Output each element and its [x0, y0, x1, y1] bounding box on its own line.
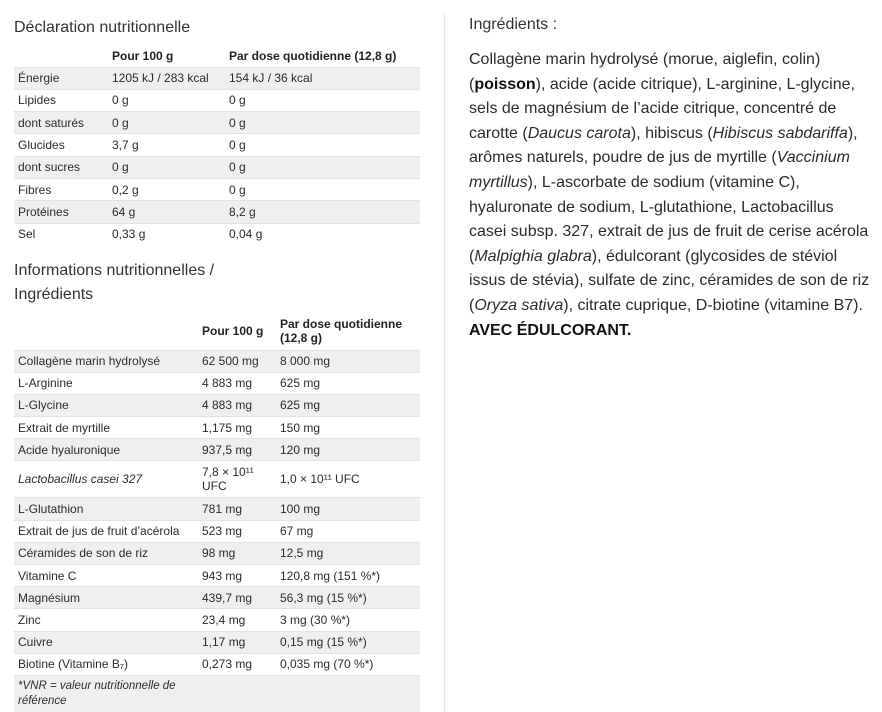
- value-per-dose: 8,2 g: [229, 204, 256, 219]
- nutrient-name: Magnésium: [18, 590, 81, 605]
- nutrient-name: L-Glycine: [18, 398, 69, 413]
- ingredients-text-segment: ), édulcorant (glycosides de stéviol issus de stévia), sulfate de zinc, céramides de son de riz (: [469, 247, 870, 314]
- nutrient-name: Extrait de myrtille: [18, 420, 111, 435]
- value-per-100g: 523 mg: [202, 524, 243, 539]
- table-row: [14, 178, 420, 200]
- nutrient-name: Collagène marin hydrolysé: [18, 354, 161, 369]
- value-per-100g: 0 g: [112, 93, 129, 108]
- nutrient-name: L-Glutathion: [18, 502, 84, 517]
- value-per-100g: 937,5 mg: [202, 442, 253, 457]
- table-row: [14, 156, 420, 178]
- table-row: [14, 565, 420, 587]
- table-row: [14, 498, 420, 520]
- header-cell: Par dose quotidienne (12,8 g): [280, 317, 403, 346]
- table-row: [14, 134, 420, 156]
- latin-name: Hibiscus sabdariffa: [712, 124, 848, 142]
- value-per-100g: 1205 kJ / 283 kcal: [112, 71, 209, 86]
- latin-name: Daucus carota: [527, 124, 631, 142]
- ingredients-title: Ingrédients :: [469, 16, 558, 33]
- column-divider: [444, 14, 445, 712]
- header-cell: Pour 100 g: [202, 324, 264, 339]
- value-per-dose: 0 g: [229, 160, 246, 175]
- nutrient-name: Biotine (Vitamine B₇): [18, 657, 128, 672]
- declaration-table: [14, 45, 420, 245]
- nutrient-name: Protéines: [18, 204, 69, 219]
- table-row: [14, 587, 420, 609]
- value-per-100g: 23,4 mg: [202, 612, 246, 627]
- nutrient-name: dont saturés: [18, 115, 85, 130]
- value-per-dose: 0,035 mg (70 %*): [280, 657, 374, 672]
- value-per-100g: 0,33 g: [112, 227, 146, 242]
- value-per-dose: 120,8 mg (151 %*): [280, 568, 381, 583]
- table-row: [14, 439, 420, 461]
- nutrient-name: Extrait de jus de fruit d’acérola: [18, 524, 180, 539]
- value-per-100g: 4 883 mg: [202, 376, 253, 391]
- nutrient-name: Vitamine C: [18, 568, 77, 583]
- value-per-dose: 0 g: [229, 138, 246, 153]
- allergen-highlight: poisson: [474, 75, 536, 93]
- value-per-dose: 0 g: [229, 182, 246, 197]
- table-row: [14, 542, 420, 564]
- table-row: [14, 89, 420, 111]
- value-per-dose: 0,15 mg (15 %*): [280, 635, 367, 650]
- value-per-dose: 12,5 mg: [280, 546, 324, 561]
- value-per-dose: 56,3 mg (15 %*): [280, 590, 367, 605]
- value-per-dose: 3 mg (30 %*): [280, 612, 351, 627]
- latin-name: Vaccinium myrtillus: [469, 149, 850, 191]
- header-cell: [14, 45, 108, 67]
- ingredients-text-segment: ), L-ascorbate de sodium (vitamine C), hyaluronate de sodium, L-glutathione, Lactobacillus casei subsp. 327, extrait de jus de fruit de cerise acérola (: [469, 173, 869, 265]
- value-per-dose: 1,0 × 10¹¹ UFC: [280, 472, 360, 487]
- table-row: [14, 520, 420, 542]
- ingredients-text-segment: ), arômes naturels, poudre de jus de myrtille (: [469, 124, 858, 167]
- table-row: [14, 417, 420, 439]
- value-per-100g: 439,7 mg: [202, 590, 253, 605]
- nutrient-name: Glucides: [18, 138, 65, 153]
- value-per-100g: 0 g: [112, 160, 129, 175]
- value-per-dose: 625 mg: [280, 376, 321, 391]
- footnote: *VNR = valeur nutritionnelle de référence: [18, 679, 176, 707]
- table-row: [14, 223, 420, 245]
- ingredients-text: [469, 48, 874, 343]
- ingredients-text-segment: ), citrate cuprique, D-biotine (vitamine B7).: [563, 296, 863, 314]
- nutrient-name: L-Arginine: [18, 376, 73, 391]
- nutrient-name: Sel: [18, 227, 36, 242]
- value-per-100g: 98 mg: [202, 546, 236, 561]
- value-per-100g: 781 mg: [202, 502, 243, 517]
- table-row: [14, 609, 420, 631]
- sweetener-warning: AVEC ÉDULCORANT.: [469, 321, 632, 339]
- value-per-dose: 120 mg: [280, 442, 321, 457]
- empty-cell: [198, 675, 276, 712]
- nutrient-name: Cuivre: [18, 635, 53, 650]
- value-per-100g: 3,7 g: [112, 138, 139, 153]
- table-row: [14, 631, 420, 653]
- ingredients-text-segment: Collagène marin hydrolysé (morue, aiglefin, colin) (: [469, 51, 821, 93]
- value-per-dose: 67 mg: [280, 524, 314, 539]
- table-row: [14, 394, 420, 416]
- value-per-100g: 0 g: [112, 115, 129, 130]
- empty-cell: [276, 675, 420, 712]
- table-row: [14, 350, 420, 372]
- table-row: [14, 653, 420, 675]
- value-per-dose: 150 mg: [280, 420, 321, 435]
- table-row: [14, 201, 420, 223]
- value-per-dose: 0,04 g: [229, 227, 263, 242]
- nutrient-name: Céramides de son de riz: [18, 546, 149, 561]
- table-header-row: [14, 45, 420, 67]
- nutrient-name: Acide hyaluronique: [18, 442, 121, 457]
- value-per-dose: 0 g: [229, 115, 246, 130]
- table-header-row: [14, 313, 420, 350]
- value-per-100g: 0,273 mg: [202, 657, 253, 672]
- nutrient-name: Fibres: [18, 182, 52, 197]
- value-per-dose: 100 mg: [280, 502, 321, 517]
- footnote-row: [14, 675, 420, 712]
- nutrient-name: Énergie: [18, 71, 60, 86]
- nutrient-name: Lactobacillus casei 327: [18, 472, 143, 487]
- latin-name: Oryza sativa: [474, 296, 564, 314]
- header-cell: Pour 100 g: [112, 48, 174, 63]
- value-per-dose: 0 g: [229, 93, 246, 108]
- value-per-100g: 0,2 g: [112, 182, 139, 197]
- value-per-dose: 8 000 mg: [280, 354, 331, 369]
- value-per-100g: 1,17 mg: [202, 635, 246, 650]
- ingredients-text-segment: ), hibiscus (: [630, 124, 713, 142]
- nutrient-name: Lipides: [18, 93, 57, 108]
- informations-table: [14, 313, 420, 712]
- ingredients-text-segment: ), acide (acide citrique), L-arginine, L-glycine, sels de magnésium de l’acide citrique, concentré de carotte (: [469, 75, 855, 142]
- header-cell: [14, 313, 198, 350]
- nutrient-name: dont sucres: [18, 160, 81, 175]
- declaration-title: Déclaration nutritionnelle: [14, 19, 191, 36]
- informations-title: Informations nutritionnelles / Ingrédients: [14, 262, 215, 303]
- table-row: [14, 112, 420, 134]
- nutrient-name: Zinc: [18, 612, 41, 627]
- value-per-100g: 4 883 mg: [202, 398, 253, 413]
- value-per-100g: 943 mg: [202, 568, 243, 583]
- value-per-100g: 1,175 mg: [202, 420, 253, 435]
- value-per-dose: 154 kJ / 36 kcal: [229, 71, 313, 86]
- table-row: [14, 461, 420, 498]
- table-row: [14, 372, 420, 394]
- value-per-100g: 7,8 × 10¹¹ UFC: [202, 465, 254, 494]
- value-per-100g: 64 g: [112, 204, 136, 219]
- value-per-100g: 62 500 mg: [202, 354, 259, 369]
- header-cell: Par dose quotidienne (12,8 g): [229, 48, 397, 63]
- table-row: [14, 67, 420, 89]
- latin-name: Malpighia glabra: [474, 247, 592, 265]
- value-per-dose: 625 mg: [280, 398, 321, 413]
